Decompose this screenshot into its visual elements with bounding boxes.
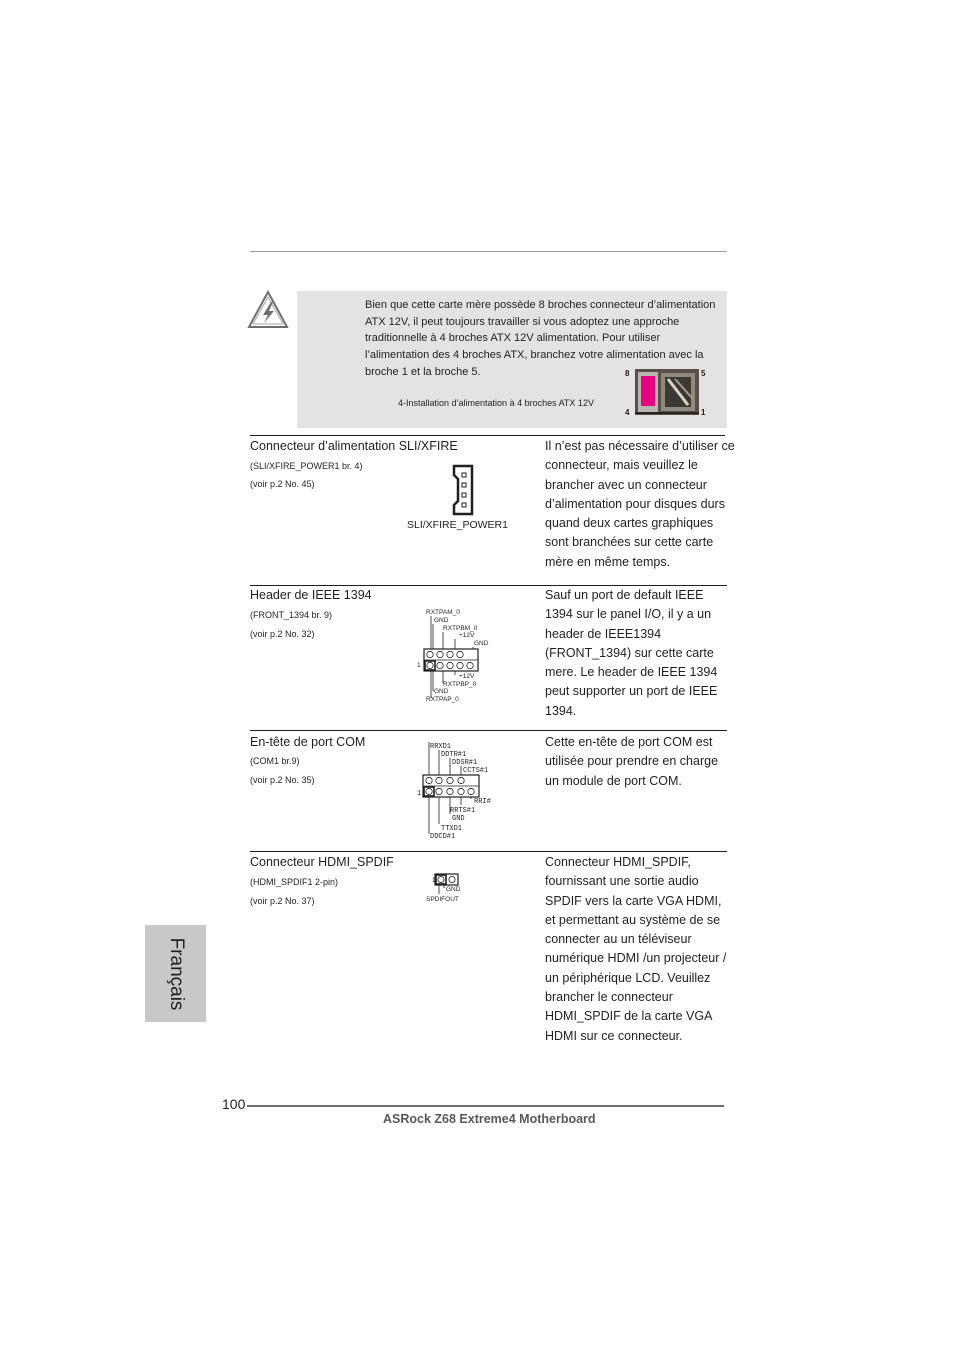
section-rule <box>250 730 727 731</box>
warning-icon <box>247 290 289 330</box>
section-title: Connecteur d’alimentation SLI/XFIRE <box>250 439 458 453</box>
pin-label: RXTPAM_0 <box>426 609 460 616</box>
section-rule <box>250 851 727 852</box>
pin-label: GND <box>434 617 449 624</box>
ieee1394-header-diagram <box>415 605 495 705</box>
section-rule <box>250 435 725 436</box>
note-text: Bien que cette carte mère possède 8 broches connecteur d’alimentation ATX 12V, il peut toujours travailler si vous adoptez une approche traditionnelle à 4 broches ATX 12V alimentation. Pour utiliser l’alimentation des 4 broches ATX, branchez votre alimentation avec la broche 1 et la broche 5. <box>365 299 716 378</box>
section-reference: (voir p.2 No. 37) <box>250 896 315 906</box>
pin-label: GND <box>474 640 489 647</box>
footer-title: ASRock Z68 Extreme4 Motherboard <box>383 1112 596 1126</box>
pin-label-1: 1 <box>701 408 706 417</box>
section-title: En-tête de port COM <box>250 735 366 749</box>
section-title: Header de IEEE 1394 <box>250 588 372 602</box>
section-subtitle: (FRONT_1394 br. 9) <box>250 610 333 620</box>
pin-label-4: 4 <box>625 408 630 417</box>
pin-one-label: 1 <box>417 662 421 669</box>
pin-label: RXTPBM_0 <box>443 625 478 632</box>
top-rule <box>250 251 727 252</box>
pin-label: DDTR#1 <box>441 751 467 759</box>
pin-label: CCTS#1 <box>463 767 489 775</box>
pin-label: RXTPBP_0 <box>443 681 477 688</box>
language-tab-label: Français <box>165 937 187 1010</box>
pin-label: DDCD#1 <box>430 833 456 841</box>
section-description: Connecteur HDMI_SPDIF, fournissant une sortie audio SPDIF vers la carte VGA HDMI, et permettant au système de se connecter au un téléviseur numérique HDMI /un projecteur / un périphérique LCD. Veuillez brancher le connecteur HDMI_SPDIF de la carte VGA HDMI sur ce connecteur. <box>545 855 727 1043</box>
pin-one-label: 1 <box>432 877 436 884</box>
pin-label: TTXD1 <box>441 825 463 833</box>
pin-label: SPDIFOUT <box>426 896 459 903</box>
note-caption: 4-Installation d’alimentation à 4 broches ATX 12V <box>398 398 594 408</box>
pin-label: GND <box>446 886 461 893</box>
section-description: Sauf un port de default IEEE 1394 sur le panel I/O, il y a un header de IEEE1394 (FRONT_1394) sur cette carte mere. Le header de IEEE 1394 peut supporter un port de IEEE 1394. <box>545 588 718 718</box>
section-reference: (voir p.2 No. 35) <box>250 775 315 785</box>
pin-label: GND <box>452 815 465 823</box>
section-subtitle: (HDMI_SPDIF1 2-pin) <box>250 877 339 887</box>
pin-label-8: 8 <box>625 369 630 378</box>
pin-label: RRI# <box>474 798 491 806</box>
pin-label: +12V <box>459 673 475 680</box>
pin-label: RRXD1 <box>430 743 452 751</box>
section-title: Connecteur HDMI_SPDIF <box>250 855 394 869</box>
footer-rule <box>247 1105 724 1107</box>
com-header-diagram <box>415 739 505 843</box>
pin-label: DDSR#1 <box>452 759 478 767</box>
page-number: 100 <box>222 1096 246 1112</box>
sli-power-connector-diagram <box>451 464 475 516</box>
section-reference: (voir p.2 No. 32) <box>250 629 315 639</box>
pin-one-label: 1 <box>417 790 422 798</box>
pin-label: +12V <box>459 632 475 639</box>
section-subtitle: (COM1 br.9) <box>250 756 300 766</box>
diagram-label: SLI/XFIRE_POWER1 <box>407 519 508 531</box>
language-tab <box>145 925 206 1022</box>
hdmi-spdif-header-diagram <box>425 870 475 906</box>
pin-label: RXTPAP_0 <box>426 696 459 703</box>
section-description: Cette en-tête de port COM est utilisée pour prendre en charge un module de port COM. <box>545 735 719 788</box>
pin-label: RRTS#1 <box>450 807 476 815</box>
section-description: Il n’est pas nécessaire d’utiliser ce connecteur, mais veuillez le brancher avec un connecteur d’alimentation pour disques durs quand deux cartes graphiques sont branchées sur cette carte mère en même temps. <box>545 439 735 569</box>
atx-power-photo <box>635 369 699 415</box>
pin-label: GND <box>434 688 449 695</box>
section-reference: (voir p.2 No. 45) <box>250 479 315 489</box>
section-subtitle: (SLI/XFIRE_POWER1 br. 4) <box>250 461 363 471</box>
pin-label-5: 5 <box>701 369 706 378</box>
